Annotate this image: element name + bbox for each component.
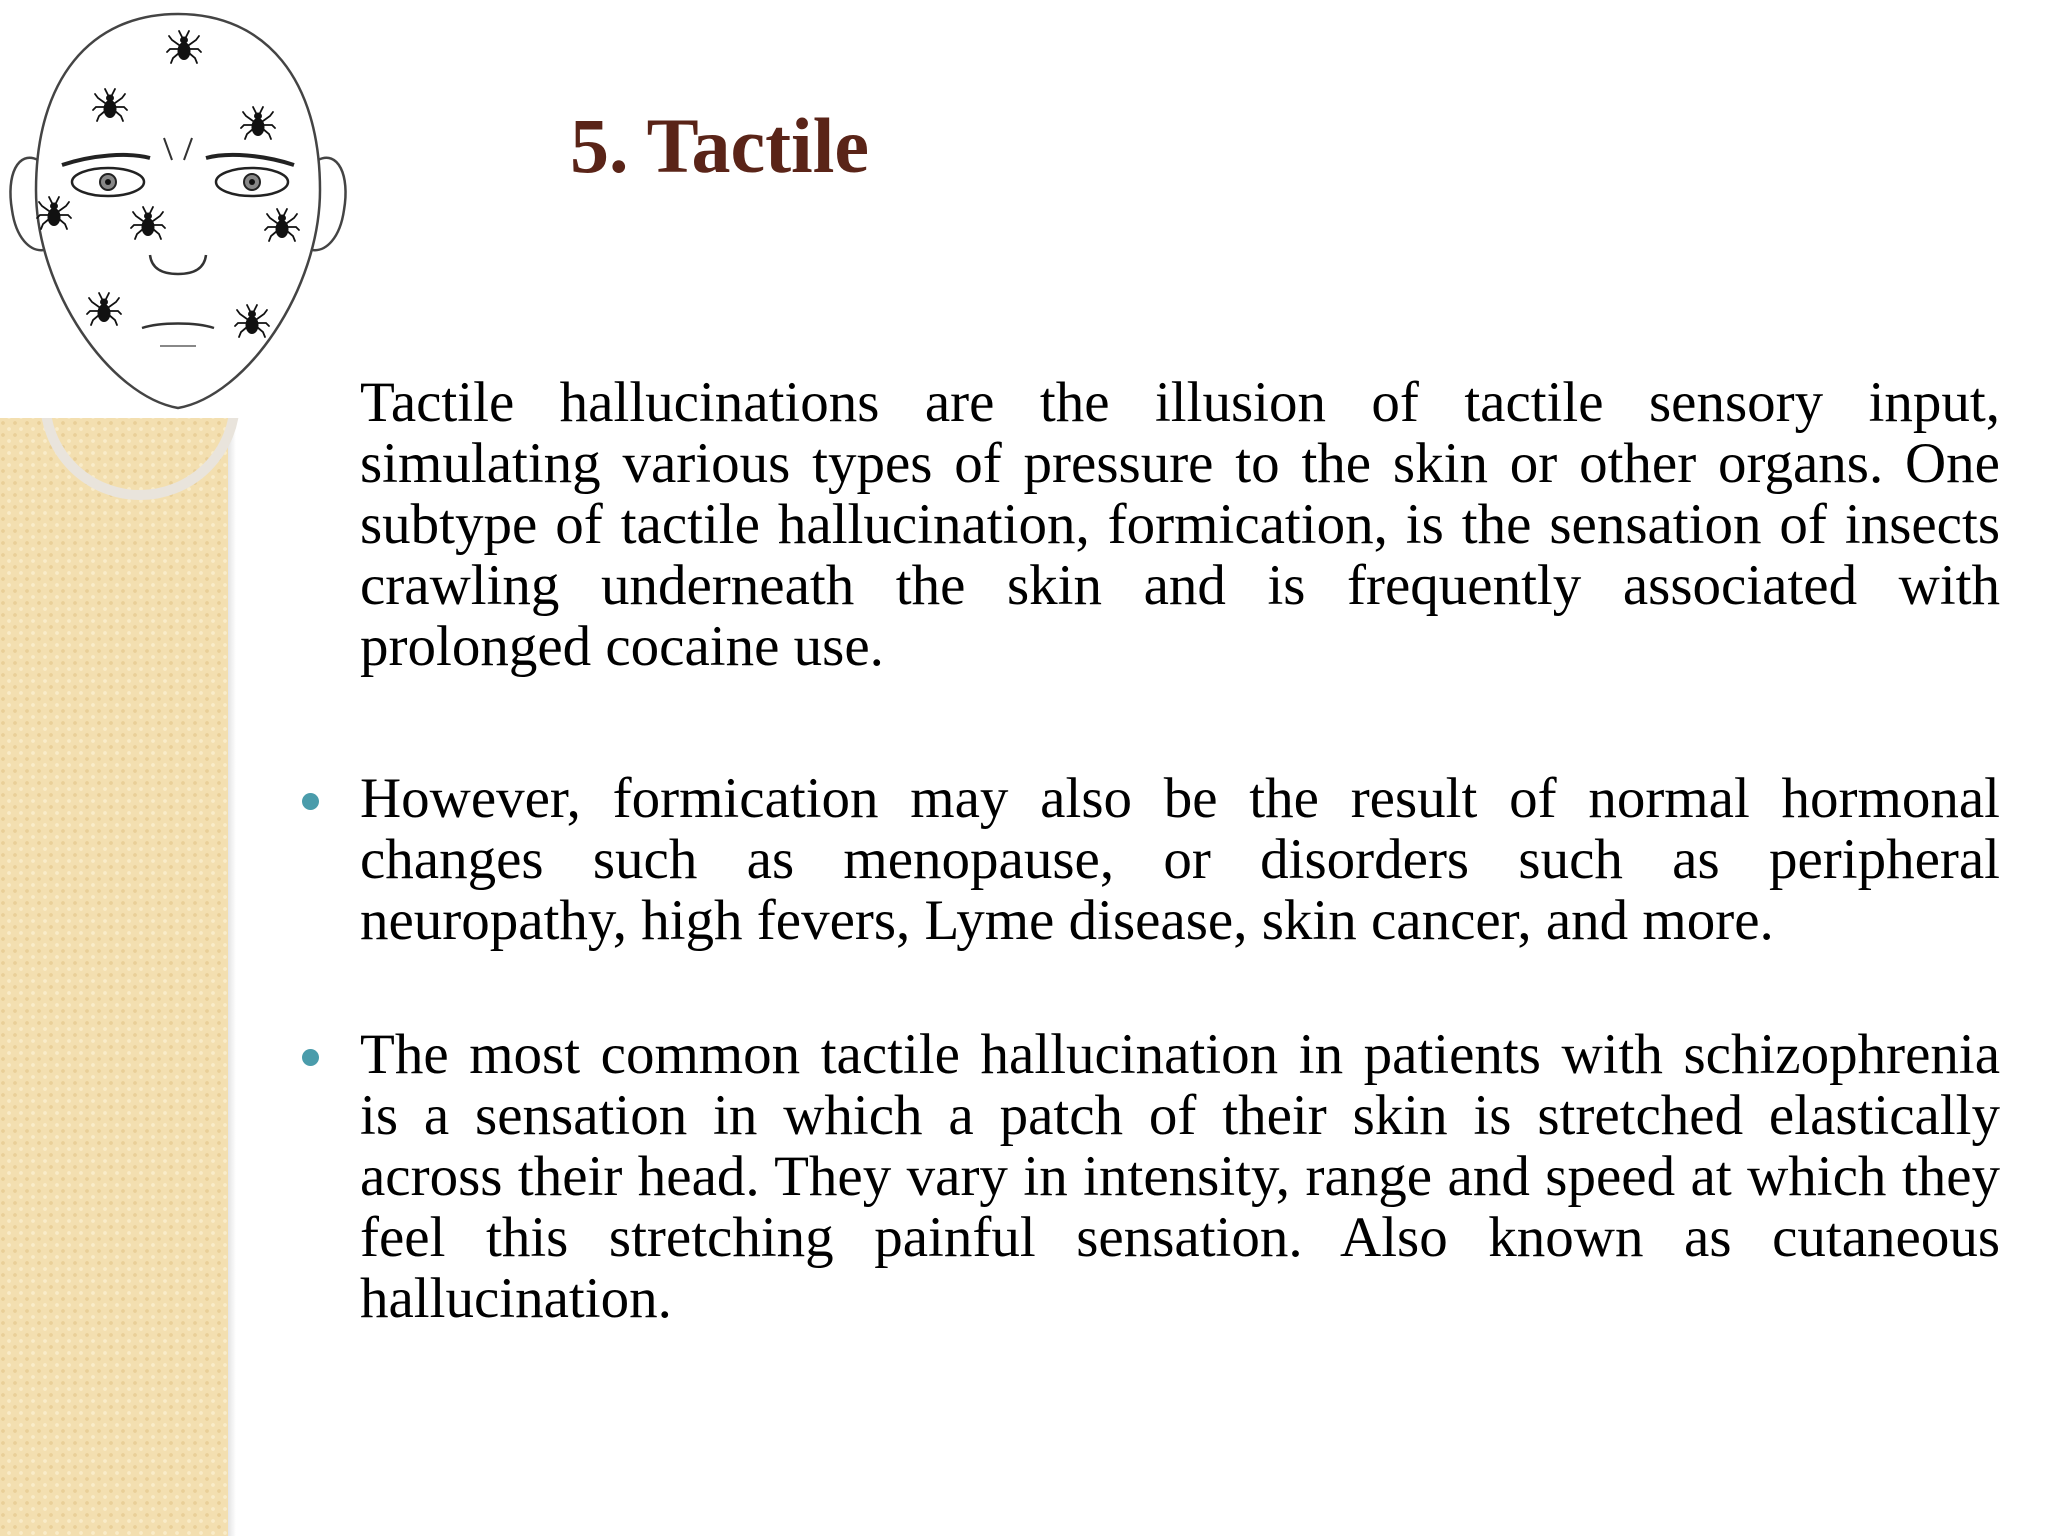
bullet-dot <box>302 793 319 810</box>
paragraph-formication-causes: However, formication may also be the result of normal hormonal changes such as menopause, or disorders such as peripheral neuropathy, high fevers, Lyme disease, skin cancer, and more. <box>360 767 2000 952</box>
bullet-dot <box>302 1049 319 1066</box>
face-illustration <box>0 0 365 418</box>
paragraph-schizophrenia: The most common tactile hallucination in patients with schizophrenia is a sensation in which a patch of their skin is stretched elastically across their head. They vary in intensity, range and speed at which they feel this stretching painful sensation. Also known as cutaneous hallucination. <box>360 1023 2000 1330</box>
slide-title: 5. Tactile <box>570 102 870 189</box>
paragraph-intro: Tactile hallucinations are the illusion of tactile sensory input, simulating various types of pressure to the skin or other organs. One subtype of tactile hallucination, formication, is the sensation of insects crawling underneath the skin and is frequently associated with prolonged cocaine use. <box>360 371 2000 678</box>
